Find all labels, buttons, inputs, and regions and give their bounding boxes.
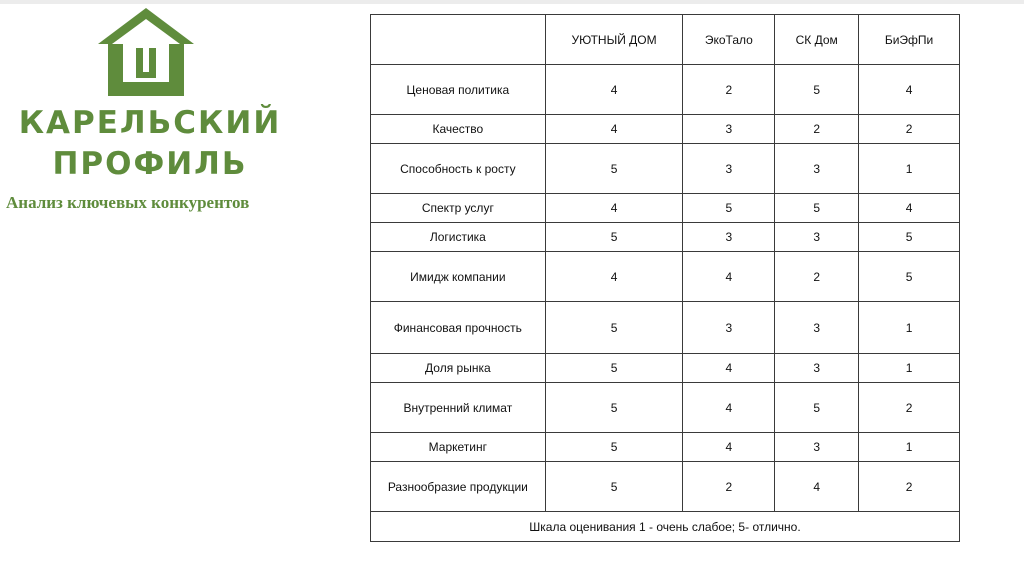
score-cell: 4 (683, 433, 775, 462)
score-cell: 4 (859, 194, 960, 223)
score-cell: 5 (545, 433, 683, 462)
competitor-header: СК Дом (775, 15, 859, 65)
table-corner-cell (371, 15, 546, 65)
score-cell: 3 (775, 354, 859, 383)
score-cell: 5 (545, 383, 683, 433)
criterion-label: Доля рынка (371, 354, 546, 383)
score-cell: 3 (775, 433, 859, 462)
table-row (371, 194, 960, 223)
criterion-label: Логистика (371, 223, 546, 252)
score-cell: 2 (859, 115, 960, 144)
score-cell: 4 (775, 462, 859, 512)
score-cell: 2 (683, 65, 775, 115)
criterion-label: Способность к росту (371, 144, 546, 194)
score-cell: 5 (545, 144, 683, 194)
score-cell: 5 (775, 194, 859, 223)
score-cell: 3 (683, 302, 775, 354)
score-cell: 4 (545, 194, 683, 223)
score-cell: 5 (775, 383, 859, 433)
score-cell: 4 (859, 65, 960, 115)
score-cell: 4 (545, 252, 683, 302)
score-cell: 5 (683, 194, 775, 223)
score-cell: 5 (859, 223, 960, 252)
score-cell: 3 (683, 223, 775, 252)
criterion-label: Имидж компании (371, 252, 546, 302)
criterion-label: Качество (371, 115, 546, 144)
table-row (371, 144, 960, 194)
score-cell: 1 (859, 302, 960, 354)
score-cell: 2 (775, 115, 859, 144)
score-cell: 3 (775, 302, 859, 354)
score-cell: 5 (545, 354, 683, 383)
competitor-header: БиЭфПи (859, 15, 960, 65)
table-row (371, 354, 960, 383)
score-cell: 5 (545, 223, 683, 252)
score-cell: 5 (859, 252, 960, 302)
competitor-comparison-table (370, 14, 960, 542)
criterion-label: Ценовая политика (371, 65, 546, 115)
score-cell: 4 (683, 252, 775, 302)
score-cell: 1 (859, 433, 960, 462)
table-row (371, 65, 960, 115)
score-cell: 3 (775, 223, 859, 252)
score-cell: 1 (859, 354, 960, 383)
table-row (371, 433, 960, 462)
score-cell: 2 (859, 462, 960, 512)
score-cell: 4 (683, 383, 775, 433)
competitor-header: ЭкоТало (683, 15, 775, 65)
brand-name-line2: ПРОФИЛЬ (52, 146, 248, 182)
criterion-label: Разнообразие продукции (371, 462, 546, 512)
table-row (371, 115, 960, 144)
score-cell: 3 (683, 144, 775, 194)
score-cell: 3 (683, 115, 775, 144)
competitor-header: УЮТНЫЙ ДОМ (545, 15, 683, 65)
table-row (371, 252, 960, 302)
score-cell: 5 (545, 302, 683, 354)
criterion-label: Спектр услуг (371, 194, 546, 223)
criterion-label: Маркетинг (371, 433, 546, 462)
score-cell: 2 (859, 383, 960, 433)
table-row (371, 223, 960, 252)
brand-name-line1: КАРЕЛЬСКИЙ (18, 105, 282, 141)
company-logo (0, 4, 300, 212)
slide-subtitle: Анализ ключевых конкурентов (6, 193, 250, 212)
table-row (371, 462, 960, 512)
score-cell: 5 (545, 462, 683, 512)
score-cell: 5 (775, 65, 859, 115)
score-cell: 2 (775, 252, 859, 302)
score-cell: 3 (775, 144, 859, 194)
score-cell: 4 (545, 65, 683, 115)
scale-note-row (371, 512, 960, 542)
rating-scale-note: Шкала оценивания 1 - очень слабое; 5- отлично. (371, 512, 960, 542)
score-cell: 1 (859, 144, 960, 194)
table-header-row (371, 15, 960, 65)
criterion-label: Финансовая прочность (371, 302, 546, 354)
house-logo-icon (98, 6, 194, 98)
criterion-label: Внутренний климат (371, 383, 546, 433)
score-cell: 2 (683, 462, 775, 512)
score-cell: 4 (545, 115, 683, 144)
table-row (371, 302, 960, 354)
score-cell: 4 (683, 354, 775, 383)
table-row (371, 383, 960, 433)
